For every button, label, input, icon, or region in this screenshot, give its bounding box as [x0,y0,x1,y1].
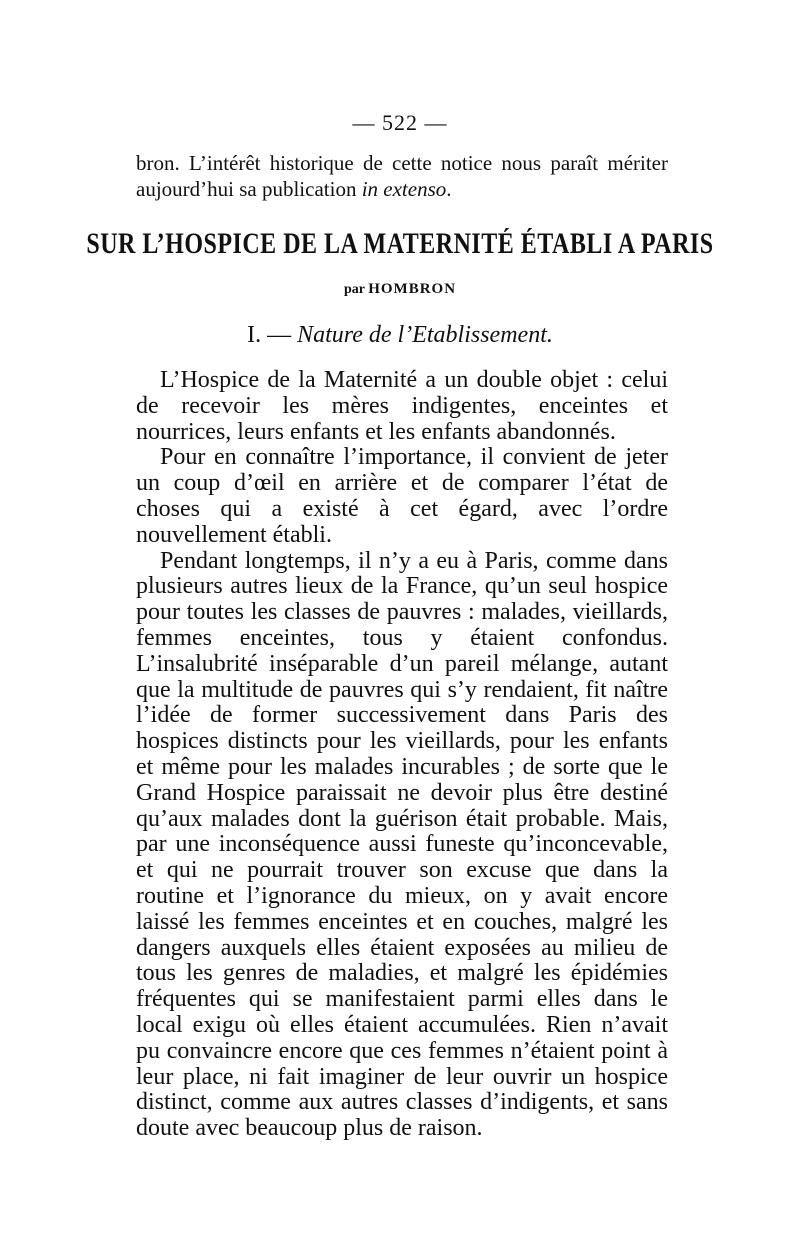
intro-paragraph [136,150,668,202]
section-heading [0,322,800,349]
page-number: — 522 — [352,110,448,135]
article-title: SUR L’HOSPICE DE LA MATERNITÉ ÉTABLI A PARIS [86,228,714,261]
intro-text: bron. L’intérêt historique de cette notice nous paraît mériter aujourd’hui sa publication [136,151,668,201]
intro-italic-text: in extenso [361,177,447,201]
intro-text-end: . [446,177,452,201]
byline-author: HOMBRON [368,281,457,297]
article-body [136,368,668,1142]
paragraph: Pour en connaître l’importance, il convient de jeter un coup d’œil en arrière et de comparer l’état de choses qui a existé à cet égard, avec l’ordre nouvellement établi. [136,444,668,548]
byline-prefix: par [343,282,365,297]
section-number: I. — [247,322,298,348]
section-title: Nature de l’Etablissement. [297,322,553,348]
paragraph: Pendant longtemps, il n’y a eu à Paris, comme dans plusieurs autres lieux de la France, qu’un seul hospice pour toutes les classes de pauvres : malades, vieillards, femmes enceintes, tous y étaient confondus. L’insalubrité inséparable d’un pareil mélange, autant que la multitude de pauvres qui s’y rendaient, fit naître l’idée de former successivement dans Paris des hospices distincts pour les vieillards, pour les enfants et même pour les malades incurables ; de sorte que le Grand Hospice paraissait ne devoir plus être destiné qu’aux malades dont la guérison était probable. Mais, par une inconséquence aussi funeste qu’inconcevable, et qui ne pourrait trouver son excuse que dans la routine et l’ignorance du mieux, on y avait encore laissé les femmes enceintes et en couches, malgré les dangers auxquels elles étaient exposées au milieu de tous les genres de maladies, et malgré les épidémies fréquentes qui se manifestaient parmi elles dans le local exigu où elles étaient accumulées. Rien n’avait pu convaincre encore que ces femmes n’étaient point à leur place, ni fait imaginer de leur ouvrir un hospice distinct, comme aux autres classes d’indigents, et sans doute avec beaucoup plus de raison. [136,547,668,1142]
article-byline [0,281,800,298]
paragraph: L’Hospice de la Maternité a un double objet : celui de recevoir les mères indigentes, enceintes et nourrices, leurs enfants et les enfants abandonnés. [136,367,668,445]
